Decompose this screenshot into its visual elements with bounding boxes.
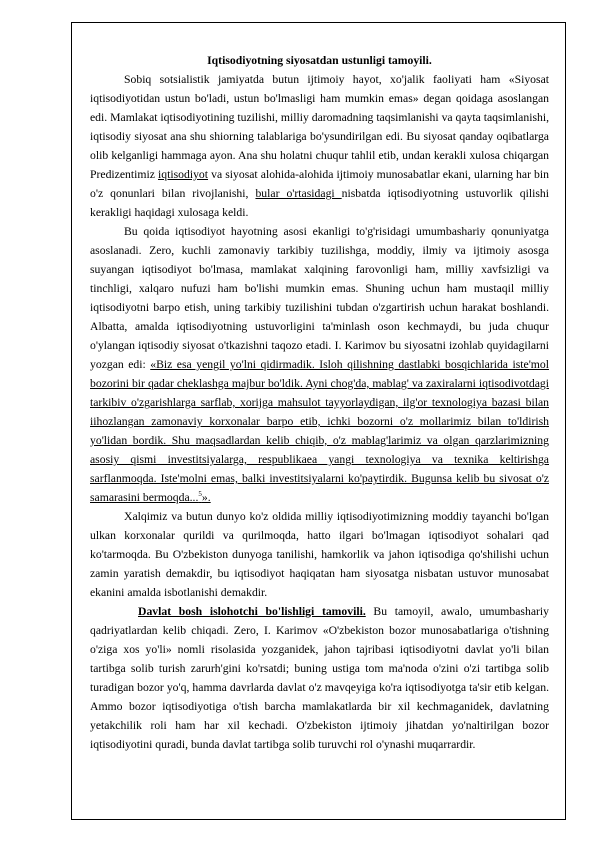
p1-text-c: va siyosat alohida-alohida ijtimoiy munosabatlar ekani, ularning har bin o'z qonunlari bilan rivojlanishi,	[90, 168, 549, 200]
link-bular-ortasidagi[interactable]: bular o'rtasidagi	[255, 187, 342, 200]
quote-karimov	[90, 358, 549, 504]
link-iqtisodiyot[interactable]: iqtisodiyot	[158, 168, 209, 181]
p2-text-a: Bu qoida iqtisodiyot hayotning asosi ekanligi to'g'risidagi umumbashariy qonuniyatga asoslanadi. Zero, kuchli zamonaviy tarkibiy tuzilishga, moddiy, ilmiy va ijtimoiy asosga suyangan iqtisodiyot bo'lmasa, mamlakat xalqining farovonligi ham, milliy xavfsizligi va tinchligi, xalqaro nufuzi ham bo'lishi mumkin emas. Shuning uchun ham mustaqil milliy iqtisodiyotni barpo etish, uning tarkibiy tuzilishini tubdan o'zgartirish uchun harakat boshlandi. Albatta, amalda iqtisodiyotning ustuvorligini ta'minlash oson kechmaydi, bu juda chuqur o'ylangan iqtisodiy siyosat o'tkazishni taqozo etadi. I. Karimov bu siyosatni izohlab quyidagilarni yozgan edi:	[90, 225, 549, 371]
footnote-ref[interactable]: 5	[198, 490, 202, 499]
paragraph-4	[90, 602, 549, 754]
paragraph-3: Xalqimiz va butun dunyo ko'z oldida milliy iqtisodiyotimizning moddiy tayanchi bo'lgan ulkan korxonalar qurildi va qurilmoqda, hatto ilgari bo'lmagan iqtisodiyot sohalari qad ko'tarmoqda. Bu O'zbekiston dunyoga tanilishi, hamkorlik va jahon iqtisodiga qo'shilishi uchun zamin yaratish demakdir, bu iqtisodiyot haqiqatan ham siyosatga nisbatan ustuvor munosabat ekanini amalda isbotlanishi demakdir.	[90, 510, 549, 599]
paragraph-2	[90, 222, 549, 507]
page-frame	[71, 22, 566, 820]
quote-text: «Biz esa yengil yo'lni qidirmadik. Isloh qilishning dastlabki bosqichlarida iste'mol bozorini bir qadar cheklashga majbur bo'ldik. Ayni chog'da, mablag' va zaxiralarni iqtisodivotdagi tarkibiv o'zgarishlarga sarflab, xorijga mahsulot tayyorlaydigan, ilg'or texnologiya bazasi bilan iihozlangan zamonaviy korxonalar barpo etib, ichki bozorni o'z mollarimiz bilan to'ldirish yo'lidan bordik. Shu maqsadlardan kelib chiqib, o'z mablag'larimiz va olgan qarzlarimizning asosiy qismi investitsiyalarga, respublikaea yangi texnologiya va texnika keltirishga sarflanmoqda. Iste'molni emas, balki investitsiyalarni ko'paytirdik. Bugunsa kelib bu sivosat o'z samarasini bermoqda...	[90, 358, 549, 504]
subsection-heading: Davlat bosh islohotchi bo'lishligi tamovili.	[138, 605, 366, 618]
section-title: Iqtisodiyotning siyosatdan ustunligi tamoyili.	[207, 54, 432, 67]
p4-text: Bu tamoyil, awalo, umumbashariy qadriyatlardan kelib chiqadi. Zero, I. Karimov «O'zbekiston bozor munosabatlariga o'tishning o'ziga xos yo'li» nomli risolasida yozganidek, jahon tajribasi iqtisodiyotni davlat yo'li bilan tartibga solib turish zarurh'gini ko'rsatdi; buning ustiga tom ma'noda o'zini o'zi tartibga solib turadigan bozor yo'q, hamma davrlarda davlat o'z mavqeyiga ko'ra iqtisodiyotga ta'sir etib kelgan. Ammo bozor iqtisodiyotiga o'tish barcha mamlakatlarda bir xil kechmaganidek, davlatning yetakchilik roli ham har xil kechadi. O'zbekiston ijtimoiy jihatdan yo'naltirilgan bozor iqtisodiyotini quradi, bunda davlat tartibga solib turuvchi rol o'ynashi muqarrardir.	[90, 605, 549, 751]
document-body	[90, 51, 549, 754]
p1-text-e: nisbatda iqtisodiyotning ustuvorlik qilishi kerakligi haqidagi xulosaga keldi.	[90, 187, 549, 219]
quote-end: ».	[201, 491, 211, 504]
p1-text-a: Sobiq sotsialistik jamiyatda butun ijtimoiy hayot, xo'jalik faoliyati ham «Siyosat iqtisodiyotidan ustun bo'ladi, ustun bo'lmasligi ham mumkin emas» degan qoidaga asoslangan edi. Mamlakat iqtisodiyotining tuzilishi, milliy daromadning taqsimlanishi va qayta taqsimlanishi, iqtisodiy siyosat ana shu shiorning talablariga bo'ysundirilgan edi. Bu siyosat qanday oqibatlarga olib kelganligi hammaga ayon. Ana shu holatni chuqur tahlil etib, undan kerakli xulosa chiqargan Predizentimiz	[90, 73, 550, 181]
paragraph-1	[90, 70, 549, 222]
